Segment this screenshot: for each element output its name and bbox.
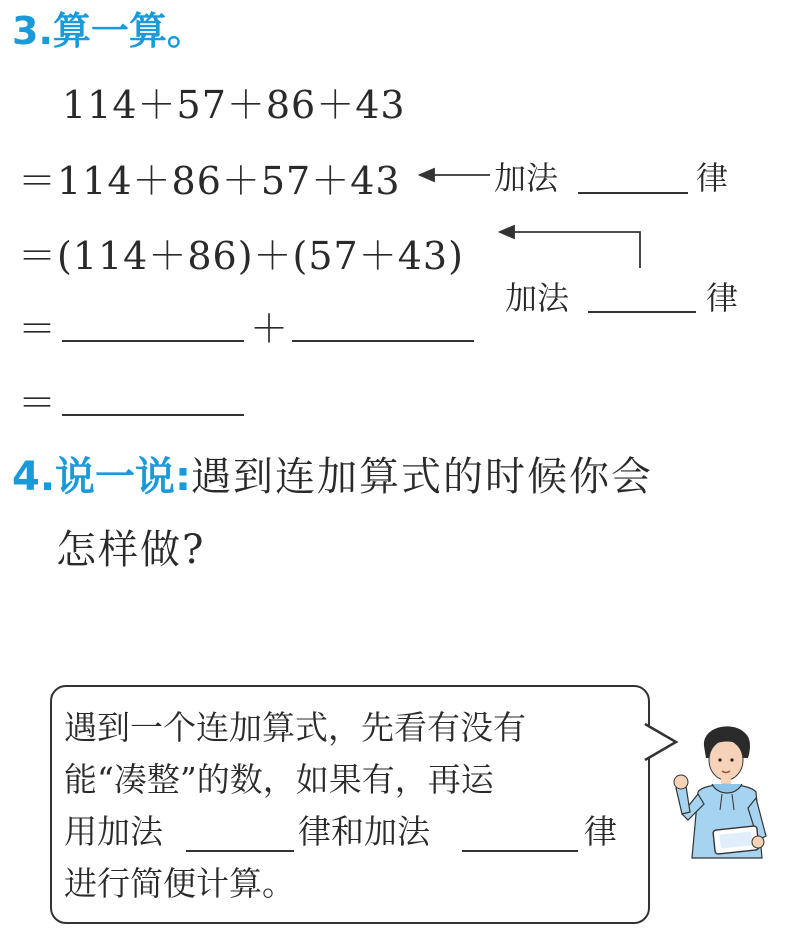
equation-line-5-equals: ＝ [18, 381, 58, 425]
bubble-blank-1[interactable] [186, 850, 294, 852]
question-4-line-2: 怎样做? [56, 527, 206, 573]
equation-line-4-equals: ＝ [18, 307, 58, 351]
arrow-icon-2 [500, 226, 640, 268]
bubble-line-4: 进行简便计算。 [64, 864, 295, 903]
annotation-1-blank[interactable] [578, 192, 688, 194]
bubble-line-2: 能“凑整”的数，如果有，再运 [64, 760, 494, 799]
equation-line-1: 114＋57＋86＋43 [62, 83, 406, 127]
bubble-line-3-part-a: 用加法 [64, 812, 163, 851]
question-number: 3. [12, 9, 53, 53]
bubble-line-1: 遇到一个连加算式，先看有没有 [64, 708, 526, 747]
question-4-line-1 [12, 445, 653, 502]
question-number: 4. [12, 454, 56, 500]
bubble-line-3-part-c: 律 [584, 812, 617, 851]
equation-line-4-plus: ＋ [250, 307, 290, 351]
equation-line-2: ＝114＋86＋57＋43 [18, 159, 401, 203]
annotation-1-label: 加法 [494, 159, 559, 197]
arrow-icon-1 [420, 169, 490, 181]
bubble-line-3-part-b: 律和加法 [298, 812, 430, 851]
equation-line-3: ＝(114＋86)＋(57＋43) [18, 234, 464, 278]
question-text: 遇到连加算式的时候你会 [191, 454, 654, 500]
question-title: 算一算。 [52, 9, 205, 53]
annotation-2-suffix: 律 [706, 279, 739, 317]
annotation-2-label: 加法 [505, 279, 570, 317]
boy-illustration [668, 718, 778, 868]
bubble-blank-2[interactable] [462, 850, 578, 852]
bubble-line-3 [64, 806, 163, 858]
annotation-1-suffix: 律 [696, 159, 729, 197]
question-title: 说一说: [55, 454, 192, 500]
annotation-2-blank[interactable] [588, 311, 696, 313]
